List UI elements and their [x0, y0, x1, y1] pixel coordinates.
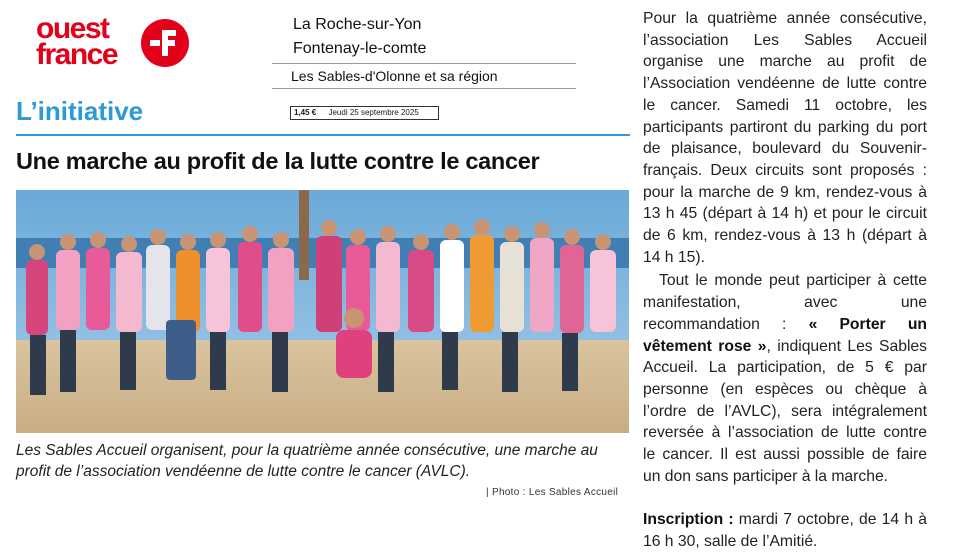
- group-photo: [16, 190, 629, 433]
- logo-line-ouest: ouest: [36, 12, 109, 45]
- section-rule: [16, 134, 630, 136]
- section-rubric: L’initiative: [16, 96, 144, 126]
- body-paragraph-2-start: Tout le monde peut participer à cette manifestation, avec une recommandation :: [643, 272, 927, 333]
- body-paragraph-2-quote: « Porter un vêtement rose »: [643, 315, 928, 355]
- price-date-box: [290, 106, 439, 120]
- issue-date: Jeudi 25 septembre 2025: [328, 108, 419, 117]
- logo-mark-icon: [140, 18, 190, 68]
- article-headline: Une marche au profit de la lutte contre le cancer: [16, 148, 540, 174]
- edition-divider-bottom: [272, 88, 576, 89]
- edition-city-2: Fontenay-le-comte: [293, 40, 427, 57]
- photo-caption: Les Sables Accueil organisent, pour la quatrième année consécutive, une marche au profit de l’association vendéenne de lutte contre le cancer (AVLC).: [16, 442, 598, 480]
- body-paragraph-2-end: , indiquent Les Sables Accueil. La participation, de 5 € par personne (en espèces ou chèque à l’ordre de l’AVLC), sera intégralement reversée à l’association de lutte contre le cancer. Il est aussi possible de faire un don sans participer à la marche.: [643, 337, 927, 485]
- signup-label: Inscription :: [643, 511, 734, 529]
- edition-city-1: La Roche-sur-Yon: [293, 16, 422, 33]
- signup-text: mardi 7 octobre, de 14 h à 16 h 30, salle de l’Amitié.: [643, 511, 927, 551]
- body-paragraph-1: Pour la quatrième année consécutive, l’association Les Sables Accueil organise une marche au profit de l’Association vendéenne de lutte contre le cancer. Samedi 11 octobre, les participants partiront du parking du port de plaisance, boulevard du Souvenir-français. Deux circuits sont proposés : pour la marche de 9 km, rendez-vous à 13 h 45 (départ à 14 h) et pour le circuit de 6 km, rendez-vous à 13 h (départ à 14 h 15).: [643, 10, 927, 266]
- price: 1,45 €: [294, 108, 317, 117]
- signup-paragraph: [643, 509, 927, 552]
- article-body: [643, 8, 927, 553]
- logo-line-france: france: [36, 38, 118, 71]
- ouest-france-logo: [30, 12, 190, 72]
- edition-divider-top: [272, 63, 576, 64]
- group-photo-image: [16, 190, 629, 433]
- body-paragraph-2: [643, 270, 927, 487]
- edition-region: Les Sables-d'Olonne et sa région: [291, 68, 498, 84]
- photo-credit: | Photo : Les Sables Accueil: [486, 487, 619, 498]
